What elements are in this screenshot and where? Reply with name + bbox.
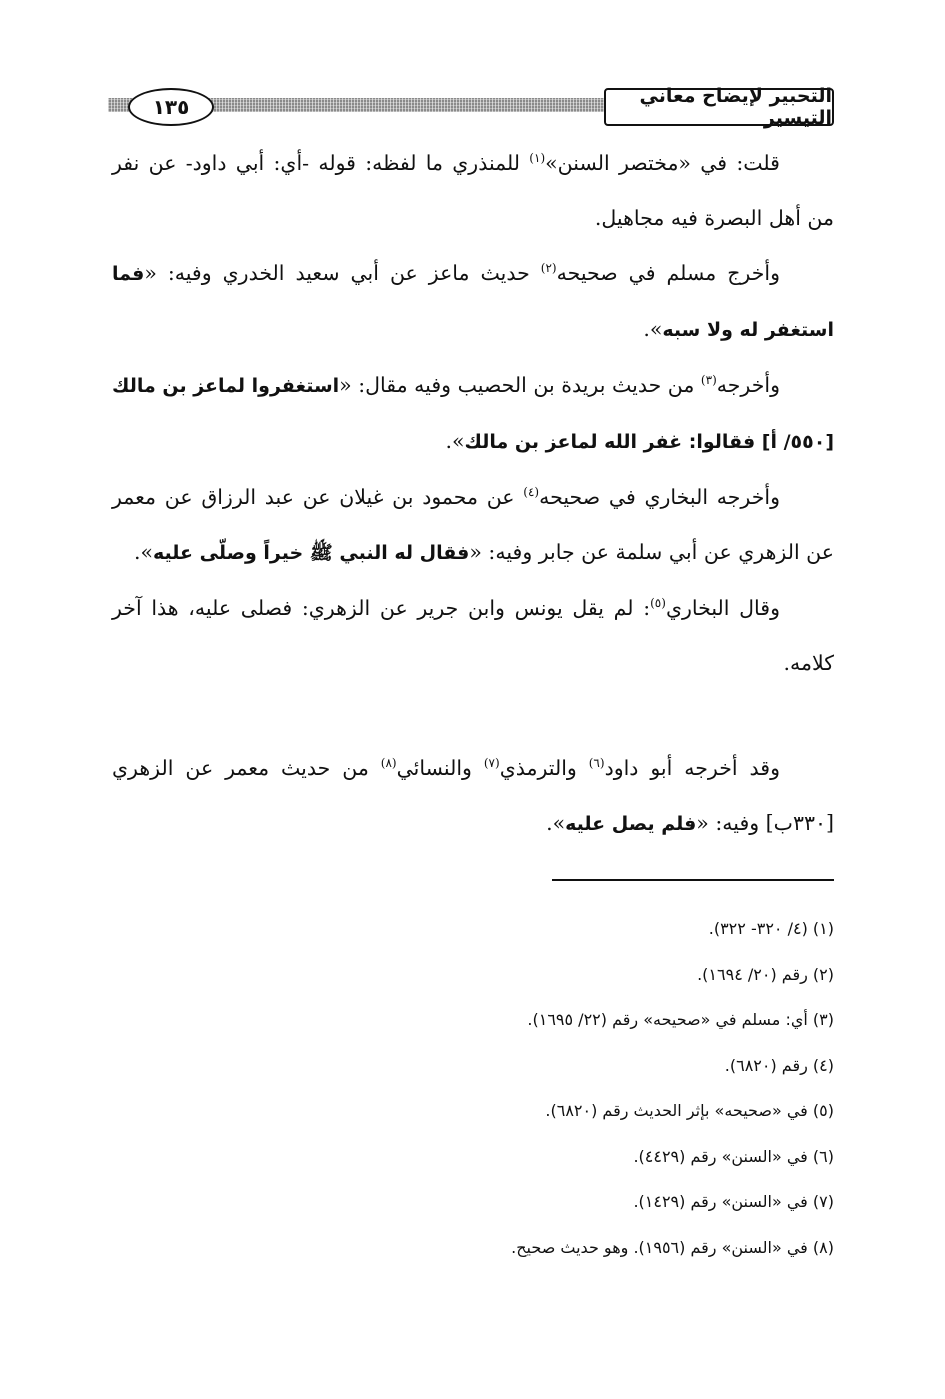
footnote-ref-3: (٣) xyxy=(700,373,717,388)
footnote-6: (٦) في «السنن» رقم (٤٤٢٩). xyxy=(633,1146,834,1166)
footnote-ref-7: (٧) xyxy=(483,756,500,771)
footnote-1: (١) (٤/ ٣٢٠- ٣٢٢). xyxy=(708,919,834,938)
footnote-ref-6: (٦) xyxy=(588,756,605,771)
footnote-ref-5: (٥) xyxy=(650,596,666,611)
hadith-quote: فقال له النبي ﷺ خيراً وصلّى عليه xyxy=(153,542,470,564)
paragraph-4: وأخرجه البخاري في صحيحه$^{(٤)}$ عن محمود بن غيلان عن عبد الرزاق عن معمر عن الزهري عن أبي سلمة عن جابر وفيه: «فقال له النبي ﷺ خيراً وصلّى عليه». xyxy=(112,485,834,564)
footnote-ref-1: (١) xyxy=(529,151,546,166)
hadith-quote: استغفروا لماعز بن مالك [٥٥٠/ أ] فقالوا: غفر الله لماعز بن مالك xyxy=(112,375,834,453)
footnote-8: (٨) في «السنن» رقم (١٩٥٦). وهو حديث صحيح. xyxy=(511,1237,834,1257)
footnote-5: (٥) في «صحيحه» بإثر الحديث رقم (٦٨٢٠). xyxy=(545,1101,834,1120)
page-header xyxy=(108,84,834,130)
footnote-ref-4: (٤) xyxy=(523,485,540,500)
paragraph-6: وقد أخرجه أبو داود$^{(٦)}$ والترمذي$^{(٧)}$ والنسائي$^{(٨)}$ من حديث معمر عن الزهري [٣٣٠ب] وفيه: «فلم يصل عليه». xyxy=(112,756,834,835)
book-title: التحبير لإيضاح معاني التيسير xyxy=(604,88,834,126)
paragraph-5: وقال البخاري$^{(٥)}$: لم يقل يونس وابن جرير عن الزهري: فصلى عليه، هذا آخر كلامه. xyxy=(112,596,834,675)
paragraph-2: وأخرج مسلم في صحيحه$^{(٢)}$ حديث ماعز عن أبي سعيد الخدري وفيه: «فما استغفر له ولا سبه». xyxy=(112,261,834,341)
main-text xyxy=(112,136,834,852)
footnote-3: (٣) أي: مسلم في «صحيحه» رقم (٢٢/ ١٦٩٥). xyxy=(527,1010,834,1029)
paragraph-1: قلت: في «مختصر السنن»$^{(١)}$ للمنذري ما لفظه: قوله -أي: أبي داود- عن نفر من أهل البصرة فيه مجاهيل. xyxy=(112,151,834,230)
footnote-ref-2: (٢) xyxy=(540,261,557,276)
footnote-7: (٧) في «السنن» رقم (١٤٢٩). xyxy=(633,1192,834,1211)
hadith-quote: فما استغفر له ولا سبه xyxy=(112,263,834,341)
footnote-ref-8: (٨) xyxy=(380,756,397,771)
footnote-2: (٢) رقم (٢٠/ ١٦٩٤). xyxy=(697,964,834,984)
hadith-quote: فلم يصل عليه xyxy=(565,813,697,835)
footnote-separator xyxy=(552,879,834,881)
paragraph-3: وأخرجه$^{(٣)}$ من حديث بريدة بن الحصيب وفيه مقال: «استغفروا لماعز بن مالك [٥٥٠/ أ] فقالوا: غفر الله لماعز بن مالك». xyxy=(112,373,834,453)
footnote-4: (٤) رقم (٦٨٢٠). xyxy=(724,1055,834,1075)
footnotes xyxy=(112,906,834,1270)
page-number: ١٣٥ xyxy=(128,88,214,126)
